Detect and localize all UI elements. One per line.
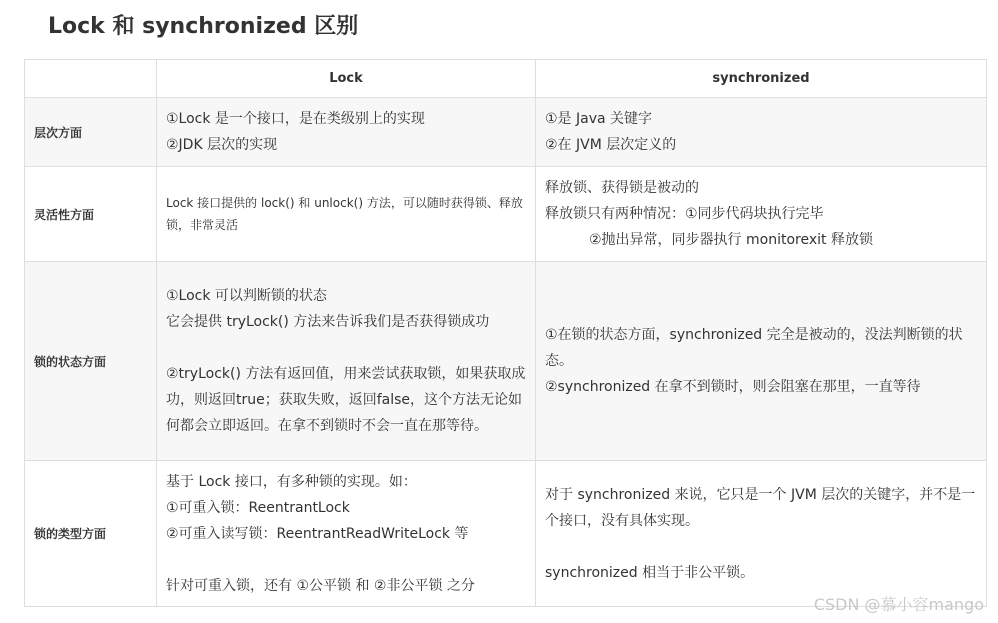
cell-line: ①Lock 可以判断锁的状态: [166, 288, 327, 304]
cell-line: ①Lock 是一个接口，是在类级别上的实现: [166, 111, 425, 127]
cell-line: [545, 534, 977, 560]
table-row: [25, 461, 987, 607]
cell-line: ②在 JVM 层次定义的: [545, 137, 677, 153]
cell-line: 基于 Lock 接口，有多种锁的实现。如：: [166, 473, 417, 490]
cell-line: ①在锁的状态方面，synchronized 完全是被动的，没法判断锁的状态。: [545, 327, 963, 369]
row-label: 灵活性方面: [25, 167, 157, 262]
row-label: 锁的状态方面: [25, 262, 157, 461]
table-row: [25, 167, 987, 262]
cell-line: ②JDK 层次的实现: [166, 137, 278, 153]
header-empty-cell: [25, 60, 157, 98]
lock-cell: [157, 167, 536, 262]
cell-line: ②synchronized 在拿不到锁时，则会阻塞在那里，一直等待: [545, 379, 921, 395]
lock-cell: [157, 98, 536, 167]
cell-line: ①是 Java 关键字: [545, 111, 653, 127]
cell-line: 针对可重入锁，还有 ①公平锁 和 ②非公平锁 之分: [166, 577, 475, 594]
sync-cell: [536, 461, 987, 607]
header-lock: Lock: [157, 60, 536, 98]
lock-cell: [157, 262, 536, 461]
table-header-row: [25, 60, 987, 98]
header-synchronized: synchronized: [536, 60, 987, 98]
row-label: 锁的类型方面: [25, 461, 157, 607]
cell-line: 对于 synchronized 来说，它只是一个 JVM 层次的关键字，并不是一个接口，没有具体实现。: [545, 486, 976, 529]
sync-cell: [536, 98, 987, 167]
cell-line: 它会提供 tryLock() 方法来告诉我们是否获得锁成功: [166, 314, 490, 330]
lock-cell: [157, 461, 536, 607]
cell-line: ①可重入锁：ReentrantLock: [166, 499, 350, 516]
cell-line: synchronized 相当于非公平锁。: [545, 564, 755, 581]
cell-line: 释放锁只有两种情况：①同步代码块执行完毕: [545, 206, 824, 222]
sync-cell: [536, 262, 987, 461]
table-row: [25, 262, 987, 461]
cell-line: ②抛出异常，同步器执行 monitorexit 释放锁: [589, 232, 873, 248]
watermark: CSDN @慕小容mango: [813, 595, 984, 614]
row-label: 层次方面: [25, 98, 157, 167]
cell-line: Lock 接口提供的 lock() 和 unlock() 方法，可以随时获得锁、释放锁，非常灵活: [166, 196, 523, 232]
comparison-table: [24, 59, 987, 607]
cell-line: [166, 547, 526, 573]
sync-cell: [536, 167, 987, 262]
page-title: Lock 和 synchronized 区别: [48, 14, 359, 39]
cell-line: ②可重入读写锁：ReentrantReadWriteLock 等: [166, 525, 469, 542]
table-row: [25, 98, 987, 167]
cell-line: ②tryLock() 方法有返回值，用来尝试获取锁，如果获取成功，则返回true；获取失败，返回false，这个方法无论如何都会立即返回。在拿不到锁时不会一直在那等待。: [166, 366, 526, 434]
cell-line: [166, 335, 526, 361]
cell-line: 释放锁、获得锁是被动的: [545, 180, 699, 196]
